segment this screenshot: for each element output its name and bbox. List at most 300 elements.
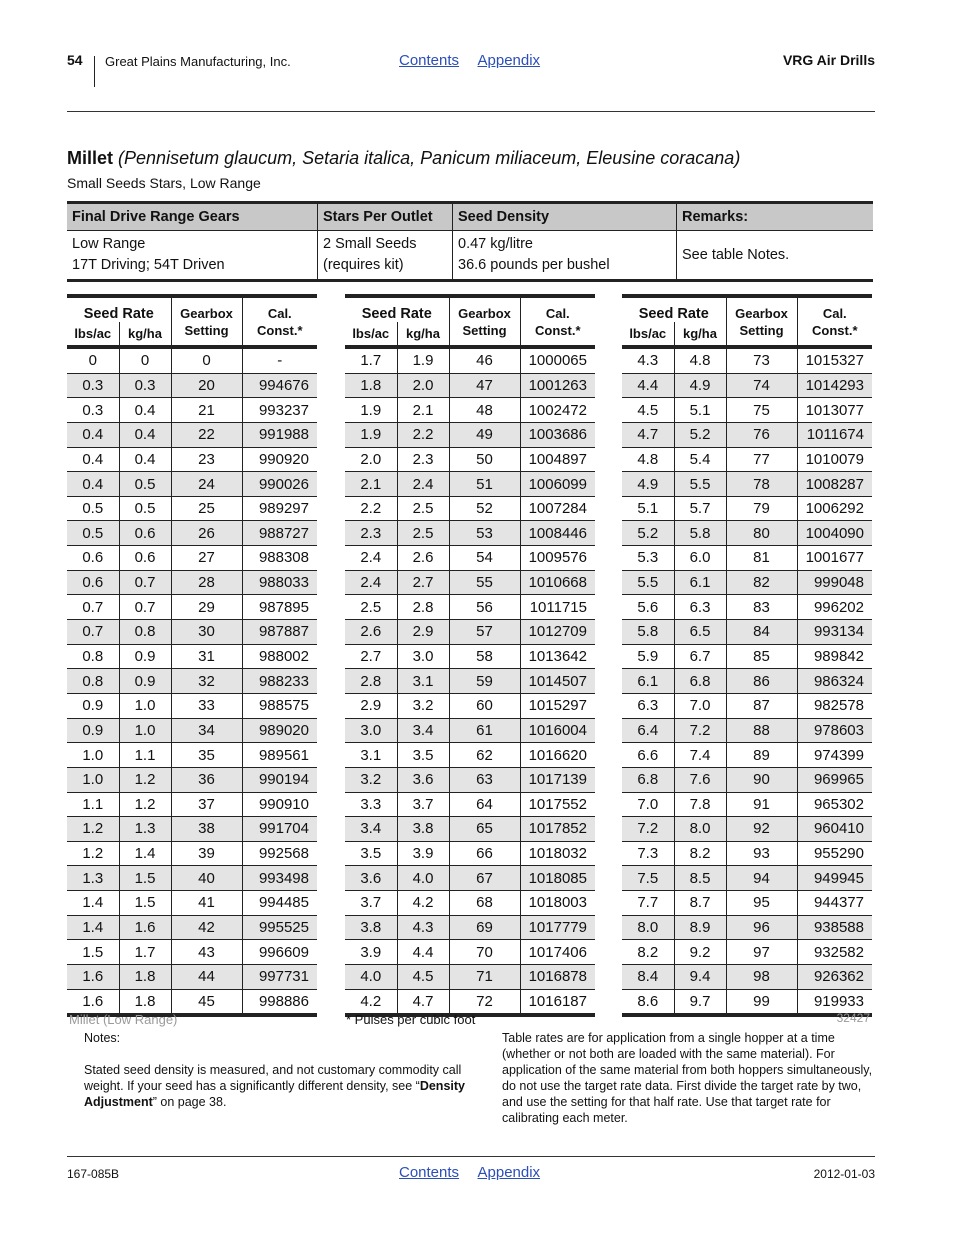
lbs-ac-cell: 6.8 xyxy=(622,767,674,792)
page-subtitle: Small Seeds Stars, Low Range xyxy=(67,175,261,191)
lbs-ac-cell: 1.1 xyxy=(67,792,119,817)
table-row xyxy=(622,398,872,423)
cal-const-cell: 1004897 xyxy=(520,447,595,472)
lbs-ac-cell: 3.6 xyxy=(345,866,397,891)
gearbox-setting-cell: 27 xyxy=(171,546,242,571)
cal-const-cell: 919933 xyxy=(797,989,872,1015)
table-row xyxy=(622,595,872,620)
cal-const-header: Cal. Const.* xyxy=(520,296,595,347)
lbs-ac-cell: 1.4 xyxy=(67,915,119,940)
cal-const-cell: 1015297 xyxy=(520,693,595,718)
header-remarks: Remarks: xyxy=(677,203,874,231)
kg-ha-cell: 4.7 xyxy=(397,989,449,1015)
gearbox-setting-cell: 20 xyxy=(171,373,242,398)
table-row xyxy=(345,546,595,571)
kg-ha-cell: 1.2 xyxy=(119,767,171,792)
cal-const-cell: 944377 xyxy=(797,891,872,916)
gearbox-setting-cell: 60 xyxy=(449,693,520,718)
kg-ha-cell: 0 xyxy=(119,347,171,373)
table-row xyxy=(345,693,595,718)
table-row xyxy=(622,620,872,645)
table-row xyxy=(345,373,595,398)
table-row xyxy=(345,644,595,669)
table-row xyxy=(622,989,872,1015)
kg-ha-cell: 2.4 xyxy=(397,472,449,497)
kg-ha-cell: 3.0 xyxy=(397,644,449,669)
header-seed-density: Seed Density xyxy=(453,203,677,231)
gearbox-setting-cell: 25 xyxy=(171,496,242,521)
gearbox-setting-cell: 80 xyxy=(726,521,797,546)
table-row xyxy=(622,644,872,669)
gearbox-setting-cell: 51 xyxy=(449,472,520,497)
header-divider xyxy=(94,56,95,87)
cal-const-cell: 988308 xyxy=(242,546,317,571)
table-row xyxy=(67,743,317,768)
lbs-ac-cell: 1.9 xyxy=(345,422,397,447)
kg-ha-cell: 1.0 xyxy=(119,693,171,718)
cell-final-drive xyxy=(67,231,318,281)
lbs-ac-cell: 3.2 xyxy=(345,767,397,792)
kg-ha-cell: 9.7 xyxy=(674,989,726,1015)
cal-const-header: Cal. Const.* xyxy=(797,296,872,347)
kg-ha-cell: 4.3 xyxy=(397,915,449,940)
cal-const-cell: 1018003 xyxy=(520,891,595,916)
stars-line-1: 2 Small Seeds xyxy=(323,236,417,252)
lbs-ac-header: lbs/ac xyxy=(345,322,397,347)
cal-const-cell: 982578 xyxy=(797,693,872,718)
lbs-ac-cell: 3.8 xyxy=(345,915,397,940)
table-row xyxy=(345,965,595,990)
cal-const-cell: 926362 xyxy=(797,965,872,990)
gearbox-setting-cell: 88 xyxy=(726,718,797,743)
table-row xyxy=(622,718,872,743)
cal-const-cell: 995525 xyxy=(242,915,317,940)
lbs-ac-cell: 5.6 xyxy=(622,595,674,620)
kg-ha-cell: 8.5 xyxy=(674,866,726,891)
lbs-ac-cell: 8.2 xyxy=(622,940,674,965)
rate-table-3 xyxy=(622,294,872,1017)
lbs-ac-cell: 4.7 xyxy=(622,422,674,447)
gearbox-setting-cell: 93 xyxy=(726,841,797,866)
cal-const-cell: 1016187 xyxy=(520,989,595,1015)
lbs-ac-cell: 1.0 xyxy=(67,767,119,792)
kg-ha-cell: 5.4 xyxy=(674,447,726,472)
lbs-ac-cell: 3.1 xyxy=(345,743,397,768)
gearbox-setting-cell: 52 xyxy=(449,496,520,521)
lbs-ac-cell: 5.5 xyxy=(622,570,674,595)
crop-name: Millet xyxy=(67,148,114,168)
kg-ha-cell: 2.6 xyxy=(397,546,449,571)
lbs-ac-cell: 2.4 xyxy=(345,546,397,571)
lbs-ac-cell: 0.3 xyxy=(67,398,119,423)
table-row xyxy=(622,347,872,373)
kg-ha-cell: 2.3 xyxy=(397,447,449,472)
gearbox-setting-cell: 63 xyxy=(449,767,520,792)
appendix-link[interactable]: Appendix xyxy=(477,52,541,69)
lbs-ac-cell: 5.3 xyxy=(622,546,674,571)
table-row xyxy=(622,792,872,817)
gearbox-setting-cell: 97 xyxy=(726,940,797,965)
gearbox-setting-cell: 40 xyxy=(171,866,242,891)
lbs-ac-cell: 8.4 xyxy=(622,965,674,990)
lbs-ac-cell: 0.7 xyxy=(67,620,119,645)
lbs-ac-cell: 7.0 xyxy=(622,792,674,817)
gearbox-setting-cell: 76 xyxy=(726,422,797,447)
density-note-text: Stated seed density is measured, and not customary commodity call weight. If your seed has a significantly different density, see “ xyxy=(84,1063,462,1093)
lbs-ac-cell: 7.7 xyxy=(622,891,674,916)
cal-const-cell: 1013642 xyxy=(520,644,595,669)
table-row xyxy=(67,422,317,447)
gearbox-setting-cell: 32 xyxy=(171,669,242,694)
table-row xyxy=(67,595,317,620)
kg-ha-cell: 9.2 xyxy=(674,940,726,965)
rate-table-1 xyxy=(67,294,317,1017)
kg-ha-cell: 6.1 xyxy=(674,570,726,595)
page-number: 54 xyxy=(67,52,83,68)
table-row xyxy=(622,743,872,768)
table-row xyxy=(67,644,317,669)
gearbox-setting-cell: 44 xyxy=(171,965,242,990)
gearbox-setting-cell: 95 xyxy=(726,891,797,916)
cal-const-cell: 1011715 xyxy=(520,595,595,620)
gearbox-setting-cell: 85 xyxy=(726,644,797,669)
table-row xyxy=(67,669,317,694)
lbs-ac-cell: 0.6 xyxy=(67,546,119,571)
notes-left xyxy=(84,1030,474,1126)
cal-const-cell: 1003686 xyxy=(520,422,595,447)
kg-ha-cell: 4.4 xyxy=(397,940,449,965)
lbs-ac-cell: 0.3 xyxy=(67,373,119,398)
drive-info-table xyxy=(67,201,873,282)
footer-nav xyxy=(399,1164,554,1182)
reference-number: 32427 xyxy=(836,1011,870,1025)
table-row xyxy=(67,940,317,965)
lbs-ac-cell: 0.9 xyxy=(67,693,119,718)
seed-rate-header: Seed Rate xyxy=(622,296,726,322)
gearbox-setting-cell: 41 xyxy=(171,891,242,916)
kg-ha-cell: 4.9 xyxy=(674,373,726,398)
cal-const-cell: 938588 xyxy=(797,915,872,940)
lbs-ac-cell: 2.0 xyxy=(345,447,397,472)
kg-ha-cell: 0.9 xyxy=(119,644,171,669)
lbs-ac-cell: 4.8 xyxy=(622,447,674,472)
gearbox-setting-cell: 21 xyxy=(171,398,242,423)
lbs-ac-cell: 6.4 xyxy=(622,718,674,743)
lbs-ac-cell: 1.8 xyxy=(345,373,397,398)
gearbox-setting-cell: 54 xyxy=(449,546,520,571)
header-final-drive: Final Drive Range Gears xyxy=(67,203,318,231)
kg-ha-cell: 3.1 xyxy=(397,669,449,694)
cal-const-cell: 1013077 xyxy=(797,398,872,423)
cal-const-cell: 965302 xyxy=(797,792,872,817)
table-row xyxy=(622,447,872,472)
cal-const-cell: 997731 xyxy=(242,965,317,990)
kg-ha-cell: 5.5 xyxy=(674,472,726,497)
cal-const-cell: 1006292 xyxy=(797,496,872,521)
footer-appendix-link[interactable]: Appendix xyxy=(477,1164,541,1181)
lbs-ac-cell: 2.4 xyxy=(345,570,397,595)
kg-ha-cell: 7.2 xyxy=(674,718,726,743)
gearbox-setting-header: Gearbox Setting xyxy=(449,296,520,347)
lbs-ac-cell: 4.2 xyxy=(345,989,397,1015)
cal-const-cell: 988002 xyxy=(242,644,317,669)
kg-ha-cell: 1.7 xyxy=(119,940,171,965)
page-title xyxy=(67,148,740,169)
gearbox-setting-cell: 26 xyxy=(171,521,242,546)
header-rule xyxy=(67,111,875,112)
lbs-ac-header: lbs/ac xyxy=(622,322,674,347)
gearbox-setting-cell: 34 xyxy=(171,718,242,743)
kg-ha-cell: 8.9 xyxy=(674,915,726,940)
lbs-ac-cell: 1.6 xyxy=(67,989,119,1015)
gearbox-setting-cell: 45 xyxy=(171,989,242,1015)
kg-ha-cell: 8.0 xyxy=(674,817,726,842)
kg-ha-cell: 5.1 xyxy=(674,398,726,423)
cal-const-cell: 969965 xyxy=(797,767,872,792)
kg-ha-cell: 0.4 xyxy=(119,447,171,472)
gearbox-setting-cell: 37 xyxy=(171,792,242,817)
kg-ha-cell: 4.8 xyxy=(674,347,726,373)
kg-ha-cell: 2.2 xyxy=(397,422,449,447)
kg-ha-cell: 6.8 xyxy=(674,669,726,694)
lbs-ac-cell: 0.9 xyxy=(67,718,119,743)
gears-line-2: 17T Driving; 54T Driven xyxy=(72,257,225,273)
publication-date: 2012-01-03 xyxy=(813,1167,875,1181)
lbs-ac-cell: 4.3 xyxy=(622,347,674,373)
kg-ha-cell: 0.9 xyxy=(119,669,171,694)
cal-const-cell: 996202 xyxy=(797,595,872,620)
cal-const-cell: 1015327 xyxy=(797,347,872,373)
kg-ha-cell: 2.1 xyxy=(397,398,449,423)
kg-ha-cell: 3.8 xyxy=(397,817,449,842)
cal-const-cell: 1010668 xyxy=(520,570,595,595)
cal-const-cell: 999048 xyxy=(797,570,872,595)
kg-ha-cell: 4.0 xyxy=(397,866,449,891)
table-row xyxy=(67,546,317,571)
gearbox-setting-cell: 74 xyxy=(726,373,797,398)
cal-const-cell: 1004090 xyxy=(797,521,872,546)
footer-contents-link[interactable]: Contents xyxy=(399,1164,460,1181)
kg-ha-cell: 3.4 xyxy=(397,718,449,743)
table-row xyxy=(622,915,872,940)
cal-const-cell: 988233 xyxy=(242,669,317,694)
header-nav xyxy=(399,52,554,70)
lbs-ac-cell: 1.3 xyxy=(67,866,119,891)
table-row xyxy=(345,866,595,891)
table-row xyxy=(67,866,317,891)
kg-ha-cell: 0.5 xyxy=(119,472,171,497)
table-row xyxy=(622,940,872,965)
kg-ha-cell: 0.4 xyxy=(119,422,171,447)
table-row xyxy=(345,521,595,546)
lbs-ac-cell: 1.2 xyxy=(67,841,119,866)
lbs-ac-cell: 0.4 xyxy=(67,472,119,497)
seed-rate-header: Seed Rate xyxy=(345,296,449,322)
cal-const-cell: 989020 xyxy=(242,718,317,743)
lbs-ac-cell: 4.9 xyxy=(622,472,674,497)
lbs-ac-cell: 0.5 xyxy=(67,521,119,546)
notes-right: Table rates are for application from a single hopper at a time (whether or not both are loaded with the same material). For application of the same material from both hoppers simultaneously, do not use the target rate data. First divide the target rate by two, and use the setting for that half rate. Use that target rate for calibrating each meter. xyxy=(502,1031,873,1125)
contents-link[interactable]: Contents xyxy=(399,52,460,69)
cal-const-cell: 994676 xyxy=(242,373,317,398)
kg-ha-cell: 1.2 xyxy=(119,792,171,817)
gearbox-setting-cell: 94 xyxy=(726,866,797,891)
table-row xyxy=(345,891,595,916)
lbs-ac-cell: 2.8 xyxy=(345,669,397,694)
cal-const-cell: 989842 xyxy=(797,644,872,669)
cal-const-cell: 1017852 xyxy=(520,817,595,842)
lbs-ac-cell: 0.8 xyxy=(67,669,119,694)
cal-const-cell: 990026 xyxy=(242,472,317,497)
gearbox-setting-header: Gearbox Setting xyxy=(726,296,797,347)
gearbox-setting-cell: 61 xyxy=(449,718,520,743)
gearbox-setting-cell: 79 xyxy=(726,496,797,521)
gearbox-setting-cell: 64 xyxy=(449,792,520,817)
gearbox-setting-cell: 75 xyxy=(726,398,797,423)
cal-const-cell: - xyxy=(242,347,317,373)
lbs-ac-cell: 7.3 xyxy=(622,841,674,866)
lbs-ac-cell: 3.9 xyxy=(345,940,397,965)
kg-ha-cell: 5.8 xyxy=(674,521,726,546)
table-row xyxy=(622,767,872,792)
lbs-ac-cell: 3.3 xyxy=(345,792,397,817)
kg-ha-cell: 6.7 xyxy=(674,644,726,669)
gearbox-setting-cell: 98 xyxy=(726,965,797,990)
cal-const-cell: 1017139 xyxy=(520,767,595,792)
table-row xyxy=(622,570,872,595)
lbs-ac-cell: 1.9 xyxy=(345,398,397,423)
company-name: Great Plains Manufacturing, Inc. xyxy=(105,54,291,69)
cell-density xyxy=(453,231,677,281)
gearbox-setting-cell: 65 xyxy=(449,817,520,842)
gearbox-setting-cell: 70 xyxy=(449,940,520,965)
cal-const-cell: 992568 xyxy=(242,841,317,866)
gearbox-setting-cell: 69 xyxy=(449,915,520,940)
kg-ha-cell: 8.7 xyxy=(674,891,726,916)
gearbox-setting-cell: 46 xyxy=(449,347,520,373)
table-row xyxy=(622,965,872,990)
gearbox-setting-cell: 71 xyxy=(449,965,520,990)
table-row xyxy=(67,398,317,423)
table-row xyxy=(345,915,595,940)
gearbox-setting-cell: 72 xyxy=(449,989,520,1015)
kg-ha-cell: 7.0 xyxy=(674,693,726,718)
kg-ha-cell: 0.7 xyxy=(119,595,171,620)
lbs-ac-cell: 0.8 xyxy=(67,644,119,669)
cal-const-cell: 1008287 xyxy=(797,472,872,497)
cal-const-cell: 990920 xyxy=(242,447,317,472)
gearbox-setting-cell: 78 xyxy=(726,472,797,497)
table-row xyxy=(67,841,317,866)
gearbox-setting-cell: 39 xyxy=(171,841,242,866)
gearbox-setting-cell: 59 xyxy=(449,669,520,694)
kg-ha-cell: 2.7 xyxy=(397,570,449,595)
gears-line-1: Low Range xyxy=(72,236,146,252)
gearbox-setting-cell: 49 xyxy=(449,422,520,447)
cal-const-cell: 1011674 xyxy=(797,422,872,447)
cal-const-cell: 996609 xyxy=(242,940,317,965)
lbs-ac-cell: 6.3 xyxy=(622,693,674,718)
lbs-ac-cell: 1.0 xyxy=(67,743,119,768)
kg-ha-cell: 2.8 xyxy=(397,595,449,620)
lbs-ac-cell: 2.3 xyxy=(345,521,397,546)
lbs-ac-cell: 0.7 xyxy=(67,595,119,620)
cal-const-cell: 949945 xyxy=(797,866,872,891)
gearbox-setting-cell: 89 xyxy=(726,743,797,768)
table-row xyxy=(345,743,595,768)
gearbox-setting-cell: 48 xyxy=(449,398,520,423)
table-row xyxy=(345,940,595,965)
kg-ha-cell: 4.2 xyxy=(397,891,449,916)
table-row xyxy=(622,841,872,866)
cal-const-cell: 1000065 xyxy=(520,347,595,373)
lbs-ac-cell: 4.4 xyxy=(622,373,674,398)
gearbox-setting-cell: 83 xyxy=(726,595,797,620)
gearbox-setting-cell: 47 xyxy=(449,373,520,398)
gearbox-setting-cell: 90 xyxy=(726,767,797,792)
gearbox-setting-cell: 58 xyxy=(449,644,520,669)
gearbox-setting-cell: 82 xyxy=(726,570,797,595)
gearbox-setting-cell: 28 xyxy=(171,570,242,595)
table-row xyxy=(345,595,595,620)
cal-const-cell: 1016004 xyxy=(520,718,595,743)
cal-const-cell: 988033 xyxy=(242,570,317,595)
gearbox-setting-cell: 42 xyxy=(171,915,242,940)
table-row xyxy=(67,891,317,916)
gearbox-setting-cell: 57 xyxy=(449,620,520,645)
kg-ha-cell: 2.0 xyxy=(397,373,449,398)
table-row xyxy=(345,347,595,373)
cal-const-cell: 986324 xyxy=(797,669,872,694)
cal-const-cell: 955290 xyxy=(797,841,872,866)
kg-ha-cell: 7.6 xyxy=(674,767,726,792)
kg-ha-cell: 6.3 xyxy=(674,595,726,620)
gearbox-setting-cell: 36 xyxy=(171,767,242,792)
cell-remarks: See table Notes. xyxy=(677,231,874,281)
lbs-ac-cell: 2.6 xyxy=(345,620,397,645)
table-row xyxy=(67,817,317,842)
cal-const-cell: 987887 xyxy=(242,620,317,645)
gearbox-setting-cell: 33 xyxy=(171,693,242,718)
lbs-ac-cell: 3.7 xyxy=(345,891,397,916)
cal-const-cell: 1014293 xyxy=(797,373,872,398)
cal-const-cell: 998886 xyxy=(242,989,317,1015)
cal-const-cell: 988575 xyxy=(242,693,317,718)
cal-const-cell: 1009576 xyxy=(520,546,595,571)
rate-table-2 xyxy=(345,294,595,1017)
kg-ha-cell: 9.4 xyxy=(674,965,726,990)
kg-ha-header: kg/ha xyxy=(397,322,449,347)
cal-const-cell: 990194 xyxy=(242,767,317,792)
table-row xyxy=(67,792,317,817)
kg-ha-cell: 5.2 xyxy=(674,422,726,447)
gearbox-setting-cell: 29 xyxy=(171,595,242,620)
lbs-ac-cell: 2.7 xyxy=(345,644,397,669)
lbs-ac-cell: 7.2 xyxy=(622,817,674,842)
kg-ha-cell: 1.8 xyxy=(119,965,171,990)
table-row xyxy=(622,693,872,718)
table-row xyxy=(345,447,595,472)
table-row xyxy=(345,817,595,842)
table-row xyxy=(67,347,317,373)
cal-const-cell: 989297 xyxy=(242,496,317,521)
cal-const-cell: 1018085 xyxy=(520,866,595,891)
lbs-ac-cell: 5.2 xyxy=(622,521,674,546)
cal-const-cell: 1017552 xyxy=(520,792,595,817)
cal-const-cell: 1007284 xyxy=(520,496,595,521)
cal-const-cell: 1017779 xyxy=(520,915,595,940)
header-stars-per-outlet: Stars Per Outlet xyxy=(318,203,453,231)
